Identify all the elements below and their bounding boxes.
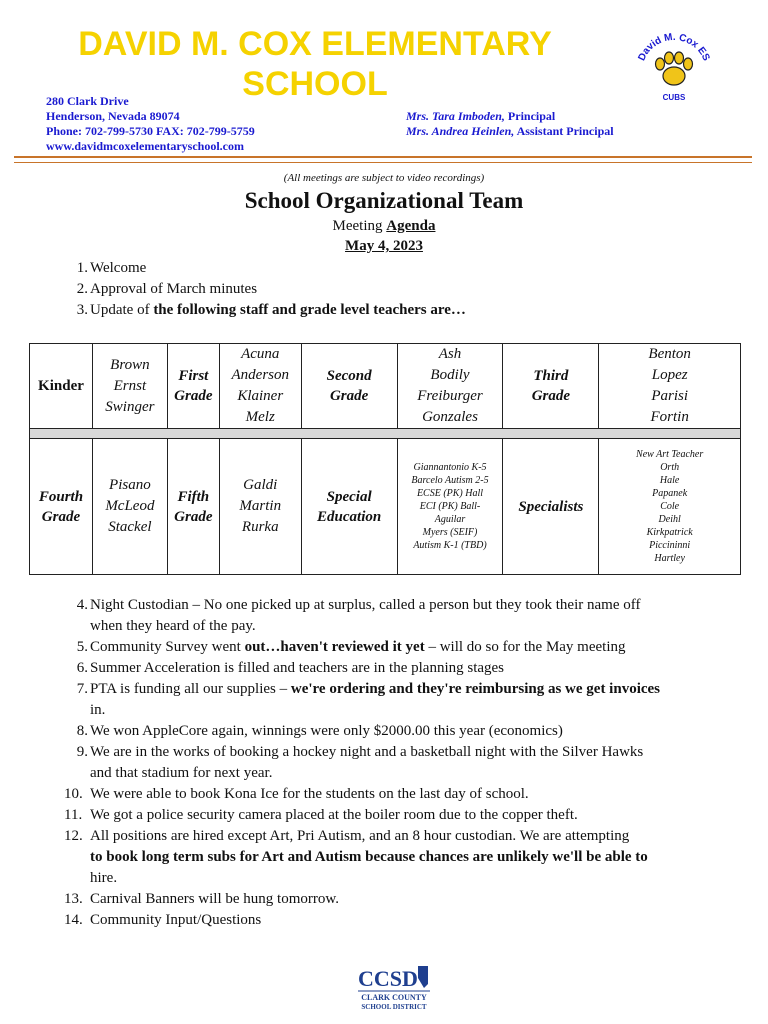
label-line: Second <box>326 368 372 384</box>
school-logo <box>618 20 730 108</box>
item-number: 5. <box>76 639 88 655</box>
address-street: 280 Clark Drive <box>46 94 129 108</box>
item-text: We were able to book Kona Ice for the students on the last day of school. <box>90 786 529 802</box>
teacher-name: Brown <box>110 356 150 373</box>
ccsd-logo-line1: CLARK COUNTY <box>361 993 427 1002</box>
first-grade-teachers <box>219 344 301 429</box>
item-text: Community Input/Questions <box>90 912 262 928</box>
agenda-item <box>76 258 750 279</box>
school-name: DAVID M. COX ELEMENTARY SCHOOL <box>78 25 552 103</box>
grade-label-kinder: Kinder <box>30 344 93 429</box>
ccsd-logo-main: CCSD <box>358 966 418 991</box>
label-line: Grade <box>329 388 369 404</box>
teacher-name: Freiburger <box>417 388 483 404</box>
teacher-name: Parisi <box>651 388 688 404</box>
item-text: We are in the works of booking a hockey night and a basketball night with the Silver Hawks <box>90 744 644 760</box>
staff-name: Deihl <box>658 514 681 525</box>
item-number: 13. <box>64 891 83 907</box>
item-number: 6. <box>76 660 88 676</box>
grade-label-fifth <box>167 439 219 575</box>
agenda-list-bottom <box>64 595 750 931</box>
school-website-link[interactable]: www.davidmcoxelementaryschool.com <box>46 139 244 153</box>
teacher-name: Stackel <box>108 519 152 535</box>
special-education-staff <box>397 439 503 575</box>
item-number: 9. <box>76 744 88 760</box>
staff-name: ECSE (PK) Hall <box>416 488 484 499</box>
logo-caption: CUBS <box>662 93 686 102</box>
item-text-bold: we're ordering and they're reimbursing as we get invoices <box>290 681 661 697</box>
staff-name: Hartley <box>654 553 685 564</box>
administration <box>406 109 614 139</box>
staff-name: Barcelo Autism 2-5 <box>411 475 489 486</box>
address-phone-fax: Phone: 702-799-5730 FAX: 702-799-5759 <box>46 124 255 138</box>
item-number: 12. <box>64 828 83 844</box>
label-line: Grade <box>41 508 81 525</box>
staff-name: Papanek <box>652 488 688 499</box>
label-line: Grade <box>174 508 213 525</box>
item-text-continued: hire. <box>90 870 118 886</box>
agenda-item <box>76 595 750 637</box>
logo-arc-text: David M. Cox ES <box>636 31 712 63</box>
item-text: Carnival Banners will be hung tomorrow. <box>90 891 339 907</box>
agenda-item <box>76 742 750 784</box>
item-text: PTA is funding all our supplies – <box>90 681 291 697</box>
staff-name: Hale <box>659 475 680 486</box>
item-text-continued: and that stadium for next year. <box>90 765 273 781</box>
fifth-grade-teachers <box>219 439 301 575</box>
agenda-item <box>76 658 750 679</box>
staff-name: Piccininni <box>649 540 691 551</box>
label-line: Third <box>533 368 569 384</box>
item-number: 1. <box>76 260 88 276</box>
item-text-continued: when they heard of the pay. <box>90 618 256 634</box>
label-specialists <box>503 439 599 575</box>
agenda-list-top <box>76 258 750 321</box>
teacher-name: Acuna <box>241 346 280 362</box>
agenda-item <box>64 784 750 805</box>
grade-label-second <box>301 344 397 429</box>
staff-name: ECI (PK) Ball- <box>419 501 481 512</box>
assistant-principal-name: Mrs. Andrea Heinlen, <box>406 124 515 138</box>
label-line: Fourth <box>38 488 84 505</box>
school-address <box>46 94 255 154</box>
item-text-bold: the following staff and grade level teachers are… <box>153 302 466 318</box>
subtitle-agenda: Agenda <box>386 218 436 234</box>
label-line: First <box>178 368 209 384</box>
label-line: Specialists <box>518 498 584 515</box>
staff-name: Cole <box>660 501 680 512</box>
agenda-item <box>76 300 750 321</box>
label-line: Grade <box>174 388 213 404</box>
agenda-item <box>64 889 750 910</box>
teacher-name: Pisano <box>109 477 151 493</box>
item-number: 14. <box>64 912 83 928</box>
recording-notice: (All meetings are subject to video recordings) <box>283 172 485 184</box>
agenda-item <box>76 637 750 658</box>
item-number: 7. <box>76 681 88 697</box>
label-line: Education <box>317 508 382 525</box>
table-row <box>30 344 741 429</box>
document-subtitle <box>0 218 768 235</box>
item-text: Community Survey went <box>90 639 245 655</box>
teacher-name: Ernst <box>113 377 147 394</box>
teacher-name: Melz <box>245 409 275 425</box>
teacher-name: Ash <box>438 346 462 362</box>
item-text: We got a police security camera placed at the boiler room due to the copper theft. <box>90 807 578 823</box>
item-number: 10. <box>64 786 83 802</box>
agenda-item <box>76 721 750 742</box>
ccsd-logo <box>356 962 432 1012</box>
item-text: Summer Acceleration is filled and teachers are in the planning stages <box>90 660 505 676</box>
teacher-name: Benton <box>648 346 691 362</box>
agenda-item <box>76 679 750 721</box>
label-special-education <box>301 439 397 575</box>
teacher-name: Lopez <box>651 367 688 383</box>
assistant-principal-line <box>406 124 614 139</box>
item-text: Update of <box>90 302 154 318</box>
specialists-staff <box>599 439 741 575</box>
teacher-name: Anderson <box>231 367 289 383</box>
item-text-bold: out…haven't reviewed it yet <box>244 639 425 655</box>
principal-title: Principal <box>504 109 556 123</box>
nevada-state-icon <box>418 966 428 988</box>
item-text: Welcome <box>90 260 147 276</box>
staff-name: Giannantonio K-5 <box>413 462 487 473</box>
staff-name: Kirkpatrick <box>646 527 693 538</box>
teacher-name: Galdi <box>243 477 278 493</box>
grade-label-first <box>167 344 219 429</box>
teacher-name: Fortin <box>650 409 689 425</box>
kinder-teachers <box>92 344 167 429</box>
staff-name: Orth <box>660 462 680 473</box>
meeting-date: May 4, 2023 <box>345 238 423 254</box>
second-grade-teachers <box>397 344 503 429</box>
item-text-end: – will do so for the May meeting <box>424 639 626 655</box>
teacher-name: McLeod <box>105 498 155 514</box>
item-number: 2. <box>76 281 88 297</box>
paw-print-icon <box>656 52 693 85</box>
teacher-name: Klainer <box>237 388 284 404</box>
item-number: 3. <box>76 302 88 318</box>
header-divider <box>14 156 752 158</box>
agenda-item <box>64 805 750 826</box>
item-text: Approval of March minutes <box>90 281 258 297</box>
label-line: Special <box>326 488 372 505</box>
fourth-grade-teachers <box>92 439 167 575</box>
ccsd-logo-line2: SCHOOL DISTRICT <box>361 1003 427 1011</box>
agenda-item <box>64 826 750 889</box>
separator-cell <box>30 429 741 439</box>
grade-label-fourth <box>30 439 93 575</box>
item-text-bold: to book long term subs for Art and Autism because chances are unlikely we'll be able to <box>90 849 648 865</box>
item-text: Night Custodian – No one picked up at surplus, called a person but they took their name off <box>90 597 641 613</box>
principal-name: Mrs. Tara Imboden, <box>406 109 505 123</box>
label-line: Fifth <box>177 488 210 505</box>
grade-label-third <box>503 344 599 429</box>
staff-name: Myers (SEIF) <box>422 527 478 538</box>
teacher-name: Swinger <box>105 398 155 415</box>
staff-table <box>29 343 741 575</box>
teacher-name: Bodily <box>430 367 470 383</box>
agenda-item <box>64 910 750 931</box>
subtitle-prefix: Meeting <box>332 218 387 234</box>
third-grade-teachers <box>599 344 741 429</box>
staff-name: New Art Teacher <box>636 449 704 460</box>
document-title: School Organizational Team <box>244 188 524 213</box>
teacher-name: Gonzales <box>422 409 478 425</box>
table-row <box>30 439 741 575</box>
item-number: 4. <box>76 597 88 613</box>
label-line: Grade <box>531 388 571 404</box>
header-divider-thin <box>14 162 752 163</box>
teacher-name: Rurka <box>241 519 279 535</box>
staff-name: Autism K-1 (TBD) <box>413 540 487 551</box>
item-number: 8. <box>76 723 88 739</box>
agenda-item <box>76 279 750 300</box>
item-text: All positions are hired except Art, Pri Autism, and an 8 hour custodian. We are attempting <box>90 828 630 844</box>
item-number: 11. <box>64 807 83 823</box>
address-city: Henderson, Nevada 89074 <box>46 109 180 123</box>
item-text-continued: in. <box>90 702 106 718</box>
item-text: We won AppleCore again, winnings were only $2000.00 this year (economics) <box>90 723 563 739</box>
principal-line <box>406 109 614 124</box>
teacher-name: Martin <box>239 498 282 514</box>
table-separator-row <box>30 429 741 439</box>
assistant-principal-title: Assistant Principal <box>514 124 614 138</box>
staff-name: Aguilar <box>434 514 466 525</box>
